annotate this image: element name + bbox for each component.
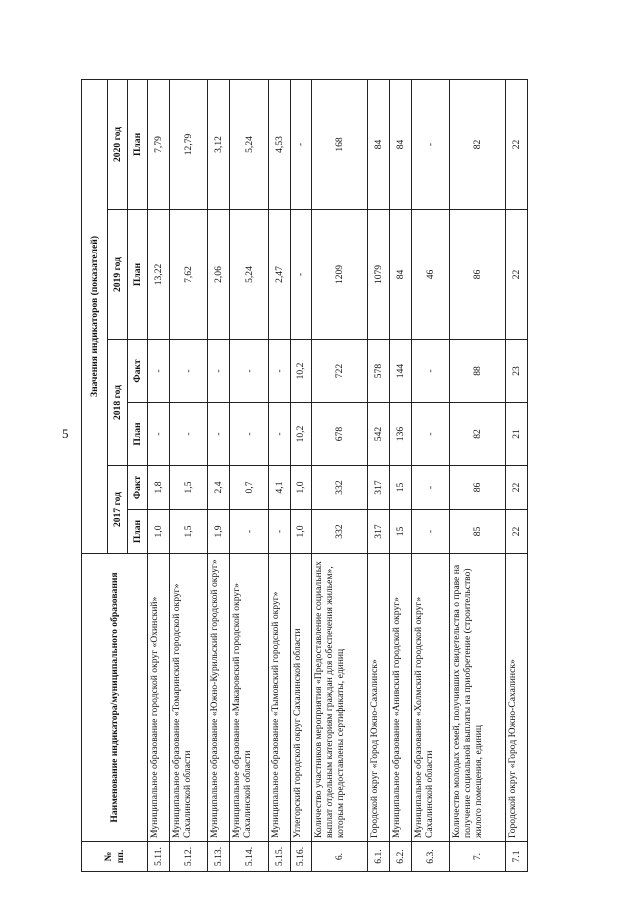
row-value: 23 [506, 340, 528, 403]
row-value: 678 [312, 403, 368, 466]
row-value: - [411, 510, 450, 554]
row-value: 1,5 [169, 466, 208, 510]
row-value: - [411, 403, 450, 466]
table-row [208, 79, 230, 871]
row-value: 2,47 [268, 210, 290, 340]
row-value: 10,2 [290, 340, 312, 403]
row-value: 82 [450, 79, 506, 209]
row-value: 136 [389, 403, 411, 466]
row-value: 2,06 [208, 210, 230, 340]
row-value: 22 [506, 510, 528, 554]
header-year-2017: 2017 год [108, 466, 128, 554]
row-value: 85 [450, 510, 506, 554]
row-name: Муниципальное образование «Южно-Курильский городской округ» [208, 554, 230, 842]
row-value: 88 [450, 340, 506, 403]
table-row [169, 79, 208, 871]
row-name: Количество молодых семей, получивших свидетельства о праве на получение социальной выплаты на приобретение (строительство) жилого помещения, единиц [450, 554, 506, 842]
row-value: 22 [506, 466, 528, 510]
row-value: - [230, 403, 269, 466]
row-name: Муниципальное образование «Тымовский городской округ» [268, 554, 290, 842]
row-name: Муниципальное образование «Анивский городской округ» [389, 554, 411, 842]
row-name: Муниципальное образование «Холмский городской округ» Сахалинской области [411, 554, 450, 842]
row-number: 5.13. [208, 842, 230, 872]
row-value: - [148, 340, 170, 403]
row-value: - [290, 210, 312, 340]
row-value: 1209 [312, 210, 368, 340]
row-number: 6.2. [389, 842, 411, 872]
row-value: 86 [450, 466, 506, 510]
row-value: 4,1 [268, 466, 290, 510]
row-number: 5.11. [148, 842, 170, 872]
row-number: 6.3. [411, 842, 450, 872]
table-row [450, 79, 506, 871]
row-value: 15 [389, 510, 411, 554]
row-value: 4,53 [268, 79, 290, 209]
row-number: 5.15. [268, 842, 290, 872]
row-value: 10,2 [290, 403, 312, 466]
row-value: 22 [506, 210, 528, 340]
table-row [290, 79, 312, 871]
table-row [312, 79, 368, 871]
row-value: 1,8 [148, 466, 170, 510]
header-year-2020: 2020 год [108, 79, 128, 209]
row-value: 15 [389, 466, 411, 510]
row-value: 3,12 [208, 79, 230, 209]
row-number: 6. [312, 842, 368, 872]
row-value: 7,79 [148, 79, 170, 209]
row-number: 7. [450, 842, 506, 872]
table-body [148, 79, 528, 871]
row-number: 5.14. [230, 842, 269, 872]
table-row [148, 79, 170, 871]
page-number: 5 [62, 426, 69, 441]
row-value: 1,0 [290, 510, 312, 554]
header-plan: План [128, 79, 148, 209]
row-value: - [169, 403, 208, 466]
row-value: - [411, 79, 450, 209]
row-name: Городской округ «Город Южно-Сахалинск» [506, 554, 528, 842]
row-value: - [268, 403, 290, 466]
header-values: Значения индикаторов (показателей) [82, 79, 108, 553]
row-value: 5,24 [230, 79, 269, 209]
row-value: 317 [368, 466, 390, 510]
row-value: 1,0 [148, 510, 170, 554]
row-value: 46 [411, 210, 450, 340]
row-name: Количество участников мероприятия «Предоставление социальных выплат отдельным категориям граждан для обеспечения жильем», которым предоставлены сертификаты, единиц [312, 554, 368, 842]
row-value: 21 [506, 403, 528, 466]
table-row [368, 79, 390, 871]
row-value: 317 [368, 510, 390, 554]
row-value: 13,22 [148, 210, 170, 340]
indicators-table [81, 79, 528, 872]
table-row [230, 79, 269, 871]
header-no: № пп. [82, 842, 148, 872]
header-fact: Факт [128, 340, 148, 403]
row-value: 1,0 [290, 466, 312, 510]
row-value: - [411, 466, 450, 510]
row-value: - [230, 340, 269, 403]
row-value: 86 [450, 210, 506, 340]
row-value: 84 [389, 210, 411, 340]
table-row [268, 79, 290, 871]
row-value: 1,9 [208, 510, 230, 554]
row-name: Муниципальное образование «Томаринский городской округ» Сахалинской области [169, 554, 208, 842]
row-value: 2,4 [208, 466, 230, 510]
row-value: 84 [389, 79, 411, 209]
row-value: - [411, 340, 450, 403]
row-value: 7,62 [169, 210, 208, 340]
table-row [411, 79, 450, 871]
row-value: 168 [312, 79, 368, 209]
row-value: - [169, 340, 208, 403]
row-value: 82 [450, 403, 506, 466]
row-value: 578 [368, 340, 390, 403]
table-row [506, 79, 528, 871]
row-value: - [268, 510, 290, 554]
header-name: Наименование индикатора/муниципального образования [82, 554, 148, 842]
row-number: 6.1. [368, 842, 390, 872]
row-value: 332 [312, 466, 368, 510]
row-number: 7.1 [506, 842, 528, 872]
row-value: 22 [506, 79, 528, 209]
row-name: Городской округ «Город Южно-Сахалинск» [368, 554, 390, 842]
row-number: 5.16. [290, 842, 312, 872]
rotated-table-container [81, 80, 528, 872]
header-plan: План [128, 510, 148, 554]
row-value: - [208, 340, 230, 403]
row-value: 0,7 [230, 466, 269, 510]
table-row [389, 79, 411, 871]
header-plan: План [128, 210, 148, 340]
row-name: Углегорский городской округ Сахалинской области [290, 554, 312, 842]
row-value: 84 [368, 79, 390, 209]
row-number: 5.12. [169, 842, 208, 872]
header-fact: Факт [128, 466, 148, 510]
row-value: - [230, 510, 269, 554]
header-year-2019: 2019 год [108, 210, 128, 340]
row-value: 5,24 [230, 210, 269, 340]
row-value: 1079 [368, 210, 390, 340]
row-value: 12,79 [169, 79, 208, 209]
row-value: - [208, 403, 230, 466]
header-year-2018: 2018 год [108, 340, 128, 466]
row-value: 332 [312, 510, 368, 554]
row-value: 722 [312, 340, 368, 403]
header-plan: План [128, 403, 148, 466]
row-value: - [268, 340, 290, 403]
row-value: 542 [368, 403, 390, 466]
row-value: 144 [389, 340, 411, 403]
row-name: Муниципальное образование городской округ «Охинский» [148, 554, 170, 842]
row-value: - [290, 79, 312, 209]
row-value: - [148, 403, 170, 466]
row-name: Муниципальное образование «Макаровский городской округ» Сахалинской области [230, 554, 269, 842]
row-value: 1,5 [169, 510, 208, 554]
